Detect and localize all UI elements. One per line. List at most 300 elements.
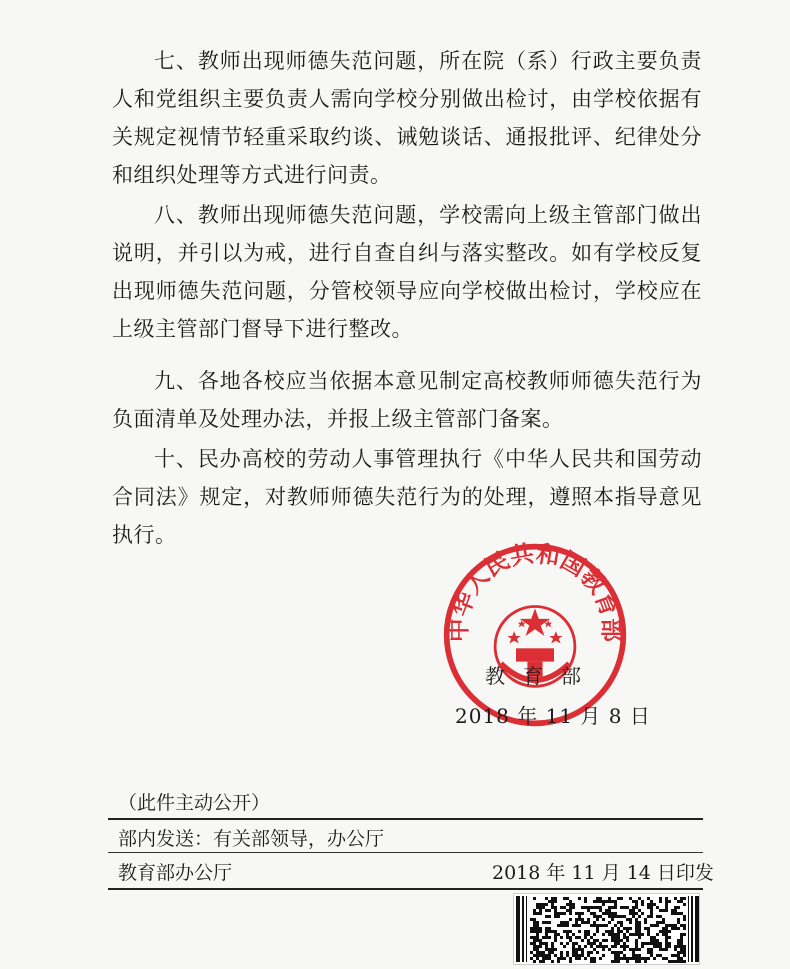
- barcode-module: [533, 912, 536, 915]
- barcode-module: [548, 957, 551, 960]
- barcode-module: [647, 948, 650, 951]
- barcode-module: [635, 942, 638, 945]
- barcode-module: [593, 906, 596, 909]
- barcode-module: [593, 912, 596, 915]
- barcode-guard: [695, 896, 699, 962]
- barcode-module: [593, 957, 596, 960]
- barcode-module: [590, 942, 593, 945]
- barcode-module: [680, 936, 683, 939]
- barcode-module: [530, 951, 533, 954]
- barcode-module: [650, 906, 653, 909]
- barcode-module: [611, 951, 614, 954]
- barcode-module: [563, 924, 566, 927]
- barcode-module: [683, 903, 686, 906]
- barcode-module: [605, 909, 608, 912]
- barcode-module: [626, 957, 629, 960]
- barcode-module: [545, 945, 548, 948]
- barcode-module: [557, 960, 560, 963]
- barcode-module: [554, 906, 557, 909]
- barcode-module: [656, 942, 659, 945]
- barcode-module: [584, 945, 587, 948]
- barcode-module: [653, 957, 656, 960]
- barcode-module: [578, 936, 581, 939]
- barcode-module: [665, 936, 668, 939]
- barcode-module: [677, 912, 680, 915]
- barcode-module: [566, 909, 569, 912]
- barcode-module: [677, 939, 680, 942]
- barcode-module: [533, 921, 536, 924]
- barcode-module: [539, 909, 542, 912]
- barcode-module: [548, 921, 551, 924]
- barcode-module: [671, 954, 674, 957]
- paragraph-7: 七、教师出现师德失范问题，所在院（系）行政主要负责人和党组织主要负责人需向学校分别做出检讨，由学校依据有关规定视情节轻重采取约谈、诫勉谈话、通报批评、纪律处分和组织处理等方式进行问责。: [112, 49, 702, 187]
- barcode-module: [644, 960, 647, 963]
- barcode-module: [668, 936, 671, 939]
- barcode-module: [569, 918, 572, 921]
- barcode-module: [590, 906, 593, 909]
- barcode-module: [605, 939, 608, 942]
- barcode-module: [560, 942, 563, 945]
- barcode-module: [677, 918, 680, 921]
- barcode-module: [572, 924, 575, 927]
- barcode-module: [551, 930, 554, 933]
- barcode-module: [674, 945, 677, 948]
- barcode-module: [593, 933, 596, 936]
- barcode-module: [617, 939, 620, 942]
- barcode-module: [533, 927, 536, 930]
- barcode-module: [635, 927, 638, 930]
- barcode-module: [662, 957, 665, 960]
- barcode-module: [590, 945, 593, 948]
- barcode-module: [641, 903, 644, 906]
- barcode-module: [659, 948, 662, 951]
- barcode-module: [614, 957, 617, 960]
- barcode-module: [668, 930, 671, 933]
- divider-bottom: [108, 888, 703, 890]
- barcode-module: [578, 915, 581, 918]
- barcode-module: [593, 924, 596, 927]
- barcode-module: [683, 933, 686, 936]
- barcode-module: [545, 927, 548, 930]
- barcode-module: [605, 930, 608, 933]
- barcode-module: [545, 915, 548, 918]
- barcode-module: [617, 957, 620, 960]
- barcode-module: [563, 957, 566, 960]
- barcode-module: [641, 900, 644, 903]
- barcode-module: [563, 921, 566, 924]
- barcode-module: [635, 957, 638, 960]
- barcode-module: [614, 900, 617, 903]
- barcode-module: [599, 945, 602, 948]
- barcode-module: [581, 906, 584, 909]
- barcode-module: [548, 927, 551, 930]
- barcode-module: [590, 960, 593, 963]
- barcode-module: [632, 957, 635, 960]
- barcode-module: [542, 906, 545, 909]
- barcode-module: [560, 921, 563, 924]
- barcode-module: [593, 948, 596, 951]
- barcode-module: [560, 951, 563, 954]
- barcode-module: [578, 945, 581, 948]
- barcode-module: [668, 960, 671, 963]
- barcode-module: [683, 945, 686, 948]
- barcode-module: [611, 939, 614, 942]
- barcode-module: [635, 930, 638, 933]
- barcode-module: [566, 936, 569, 939]
- barcode-module: [569, 906, 572, 909]
- barcode-module: [671, 960, 674, 963]
- barcode-module: [626, 939, 629, 942]
- barcode-module: [545, 921, 548, 924]
- barcode-module: [533, 924, 536, 927]
- barcode-module: [578, 912, 581, 915]
- barcode-module: [650, 900, 653, 903]
- barcode-module: [536, 939, 539, 942]
- barcode-module: [554, 909, 557, 912]
- barcode-module: [674, 906, 677, 909]
- barcode-module: [617, 942, 620, 945]
- barcode-module: [650, 903, 653, 906]
- barcode-module: [623, 936, 626, 939]
- barcode-module: [596, 930, 599, 933]
- barcode-module: [602, 933, 605, 936]
- barcode-module: [683, 927, 686, 930]
- barcode-module: [554, 912, 557, 915]
- barcode-guard: [691, 896, 693, 962]
- barcode-module: [629, 927, 632, 930]
- barcode-module: [614, 954, 617, 957]
- barcode-module: [539, 942, 542, 945]
- barcode-module: [542, 903, 545, 906]
- barcode-module: [638, 957, 641, 960]
- barcode-module: [554, 936, 557, 939]
- barcode-module: [674, 954, 677, 957]
- barcode-module: [653, 903, 656, 906]
- barcode-module: [581, 921, 584, 924]
- barcode-module: [635, 960, 638, 963]
- barcode-module: [599, 906, 602, 909]
- barcode-module: [632, 912, 635, 915]
- barcode-module: [656, 939, 659, 942]
- barcode-module: [635, 948, 638, 951]
- barcode-module: [647, 951, 650, 954]
- barcode-module: [587, 951, 590, 954]
- barcode-module: [632, 954, 635, 957]
- barcode-module: [659, 900, 662, 903]
- barcode-module: [596, 918, 599, 921]
- barcode-module: [650, 942, 653, 945]
- barcode-module: [608, 906, 611, 909]
- barcode-module: [596, 915, 599, 918]
- barcode-module: [635, 900, 638, 903]
- barcode-module: [533, 939, 536, 942]
- barcode-module: [632, 909, 635, 912]
- barcode-module: [671, 912, 674, 915]
- barcode-module: [599, 897, 602, 900]
- barcode-icon: [513, 893, 700, 965]
- barcode-module: [581, 939, 584, 942]
- barcode-module: [596, 939, 599, 942]
- barcode-module: [647, 930, 650, 933]
- barcode-module: [668, 900, 671, 903]
- barcode-module: [599, 909, 602, 912]
- barcode-module: [614, 945, 617, 948]
- paragraph-8: 八、教师出现师德失范问题，学校需向上级主管部门做出说明，并引以为戒，进行自查自纠与落实整改。如有学校反复出现师德失范问题，分管校领导应向学校做出检讨，学校应在上级主管部门督导下进行整改。: [112, 203, 702, 341]
- barcode-module: [539, 939, 542, 942]
- barcode-module: [569, 960, 572, 963]
- divider-middle: [108, 852, 703, 853]
- barcode-module: [656, 924, 659, 927]
- barcode-module: [653, 942, 656, 945]
- barcode-module: [611, 930, 614, 933]
- barcode-module: [536, 936, 539, 939]
- barcode-module: [551, 948, 554, 951]
- barcode-guard: [526, 896, 527, 962]
- barcode-module: [635, 939, 638, 942]
- barcode-module: [545, 909, 548, 912]
- barcode-module: [650, 915, 653, 918]
- barcode-module: [632, 948, 635, 951]
- barcode-module: [554, 930, 557, 933]
- barcode-module: [599, 942, 602, 945]
- barcode-module: [584, 897, 587, 900]
- barcode-module: [665, 903, 668, 906]
- barcode-module: [530, 918, 533, 921]
- barcode-module: [602, 924, 605, 927]
- barcode-module: [632, 900, 635, 903]
- barcode-module: [677, 960, 680, 963]
- barcode-module: [575, 942, 578, 945]
- barcode-module: [674, 948, 677, 951]
- barcode-module: [623, 915, 626, 918]
- barcode-module: [575, 954, 578, 957]
- barcode-module: [587, 909, 590, 912]
- barcode-module: [533, 948, 536, 951]
- barcode-module: [680, 897, 683, 900]
- barcode-module: [533, 897, 536, 900]
- barcode-module: [650, 951, 653, 954]
- barcode-module: [569, 912, 572, 915]
- barcode-module: [593, 921, 596, 924]
- barcode-module: [551, 900, 554, 903]
- barcode-module: [539, 960, 542, 963]
- barcode-guard: [522, 896, 524, 962]
- barcode-module: [614, 960, 617, 963]
- barcode-module: [608, 912, 611, 915]
- barcode-module: [545, 936, 548, 939]
- barcode-module: [671, 927, 674, 930]
- barcode-module: [617, 897, 620, 900]
- barcode-module: [650, 924, 653, 927]
- barcode-module: [581, 912, 584, 915]
- barcode-module: [542, 957, 545, 960]
- barcode-module: [611, 933, 614, 936]
- barcode-module: [683, 924, 686, 927]
- barcode-module: [638, 924, 641, 927]
- barcode-module: [614, 906, 617, 909]
- barcode-module: [575, 912, 578, 915]
- barcode-module: [575, 918, 578, 921]
- barcode-module: [680, 939, 683, 942]
- barcode-module: [536, 921, 539, 924]
- barcode-module: [617, 927, 620, 930]
- barcode-module: [611, 912, 614, 915]
- barcode-module: [566, 897, 569, 900]
- barcode-module: [677, 951, 680, 954]
- barcode-module: [623, 927, 626, 930]
- barcode-module: [596, 900, 599, 903]
- barcode-module: [596, 927, 599, 930]
- barcode-module: [617, 930, 620, 933]
- barcode-module: [539, 906, 542, 909]
- barcode-module: [575, 951, 578, 954]
- barcode-module: [614, 924, 617, 927]
- barcode-module: [680, 900, 683, 903]
- barcode-module: [584, 906, 587, 909]
- barcode-module: [563, 945, 566, 948]
- barcode-module: [635, 906, 638, 909]
- barcode-module: [629, 918, 632, 921]
- barcode-module: [665, 939, 668, 942]
- paragraph-9: 九、各地各校应当依据本意见制定高校教师师德失范行为负面清单及处理办法，并报上级主管部门备案。: [112, 369, 702, 431]
- barcode-module: [632, 951, 635, 954]
- barcode-module: [638, 897, 641, 900]
- barcode-module: [674, 909, 677, 912]
- barcode-module: [533, 936, 536, 939]
- barcode-module: [560, 936, 563, 939]
- barcode-module: [572, 954, 575, 957]
- barcode-module: [635, 933, 638, 936]
- barcode-module: [575, 948, 578, 951]
- barcode-module: [626, 906, 629, 909]
- barcode-module: [545, 903, 548, 906]
- barcode-module: [614, 942, 617, 945]
- barcode-module: [659, 921, 662, 924]
- barcode-module: [572, 942, 575, 945]
- barcode-module: [620, 924, 623, 927]
- barcode-module: [629, 897, 632, 900]
- signature-org: 教育部: [485, 664, 599, 688]
- barcode-module: [638, 954, 641, 957]
- barcode-module: [617, 951, 620, 954]
- barcode-module: [635, 954, 638, 957]
- barcode-module: [629, 933, 632, 936]
- barcode-module: [677, 906, 680, 909]
- barcode-module: [608, 921, 611, 924]
- barcode-module: [632, 933, 635, 936]
- barcode-module: [602, 954, 605, 957]
- barcode-module: [683, 948, 686, 951]
- barcode-module: [638, 960, 641, 963]
- barcode-module: [572, 948, 575, 951]
- barcode-module: [587, 918, 590, 921]
- barcode-module: [608, 948, 611, 951]
- barcode-module: [614, 951, 617, 954]
- barcode-module: [683, 960, 686, 963]
- barcode-module: [575, 957, 578, 960]
- divider-top: [108, 818, 703, 820]
- barcode-module: [557, 912, 560, 915]
- barcode-module: [602, 945, 605, 948]
- barcode-module: [596, 924, 599, 927]
- barcode-module: [572, 951, 575, 954]
- barcode-module: [617, 936, 620, 939]
- barcode-module: [593, 960, 596, 963]
- distribution-line: 部内发送：有关部领导，办公厅: [118, 828, 385, 850]
- barcode-module: [620, 897, 623, 900]
- barcode-module: [575, 924, 578, 927]
- barcode-module: [647, 933, 650, 936]
- barcode-module: [539, 954, 542, 957]
- barcode-module: [533, 909, 536, 912]
- barcode-module: [641, 945, 644, 948]
- barcode-module: [635, 912, 638, 915]
- barcode-module: [665, 957, 668, 960]
- barcode-module: [551, 960, 554, 963]
- barcode-module: [563, 906, 566, 909]
- barcode-module: [674, 897, 677, 900]
- barcode-module: [554, 897, 557, 900]
- barcode-module: [623, 933, 626, 936]
- barcode-module: [590, 951, 593, 954]
- barcode-module: [569, 939, 572, 942]
- barcode-module: [596, 906, 599, 909]
- barcode-module: [536, 930, 539, 933]
- barcode-module: [605, 924, 608, 927]
- barcode-module: [539, 945, 542, 948]
- barcode-module: [551, 951, 554, 954]
- barcode-module: [554, 939, 557, 942]
- barcode-module: [593, 900, 596, 903]
- barcode-module: [620, 951, 623, 954]
- barcode-module: [629, 921, 632, 924]
- barcode-module: [569, 930, 572, 933]
- barcode-module: [665, 942, 668, 945]
- barcode-module: [587, 930, 590, 933]
- barcode-module: [638, 930, 641, 933]
- barcode-module: [551, 906, 554, 909]
- barcode-module: [587, 942, 590, 945]
- barcode-module: [572, 933, 575, 936]
- barcode-module: [536, 903, 539, 906]
- barcode-module: [656, 954, 659, 957]
- barcode-module: [665, 927, 668, 930]
- barcode-module: [536, 912, 539, 915]
- barcode-module: [623, 906, 626, 909]
- barcode-module: [563, 930, 566, 933]
- barcode-module: [677, 954, 680, 957]
- barcode-module: [665, 948, 668, 951]
- barcode-module: [599, 924, 602, 927]
- barcode-module: [605, 912, 608, 915]
- barcode-module: [653, 924, 656, 927]
- barcode-module: [611, 915, 614, 918]
- barcode-module: [554, 933, 557, 936]
- barcode-module: [683, 897, 686, 900]
- barcode-module: [656, 915, 659, 918]
- barcode-module: [536, 927, 539, 930]
- barcode-module: [599, 957, 602, 960]
- barcode-module: [632, 906, 635, 909]
- barcode-module: [656, 906, 659, 909]
- barcode-module: [680, 957, 683, 960]
- barcode-module: [611, 900, 614, 903]
- signature-date: 2018 年 11 月 8 日: [455, 704, 651, 728]
- barcode-module: [644, 918, 647, 921]
- barcode-module: [557, 933, 560, 936]
- barcode-module: [620, 915, 623, 918]
- barcode-module: [548, 936, 551, 939]
